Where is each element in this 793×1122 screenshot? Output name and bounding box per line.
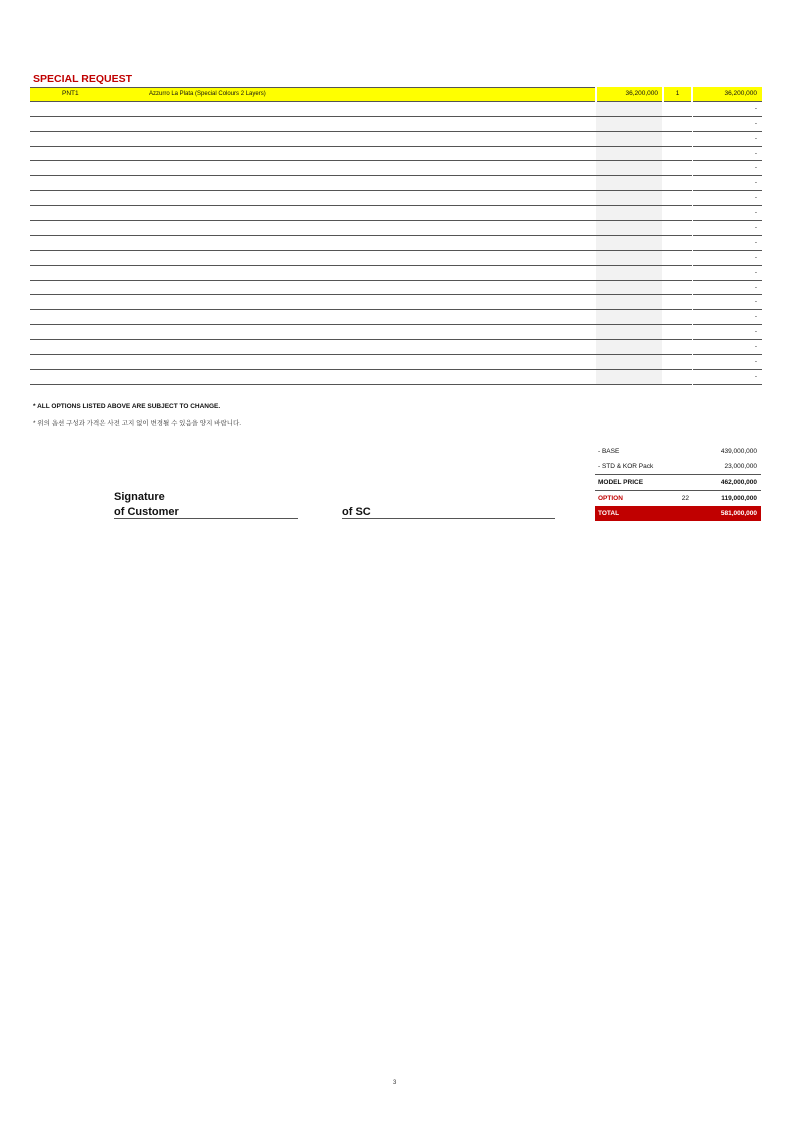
quantity <box>664 102 691 117</box>
table-row <box>30 266 762 281</box>
quantity <box>664 281 691 296</box>
change-notice-korean: * 위의 옵션 구성과 가격은 사전 고지 없이 변경될 수 있음을 양지 바랍니다. <box>33 420 242 427</box>
unit-price <box>596 266 662 281</box>
option-label: OPTION <box>598 495 623 502</box>
table-row <box>30 325 762 340</box>
line-total: - <box>693 355 762 370</box>
unit-price <box>596 221 662 236</box>
option-code: PNT1 <box>62 90 79 97</box>
table-row <box>30 87 762 102</box>
table-row <box>30 176 762 191</box>
unit-price <box>596 236 662 251</box>
line-total: - <box>693 132 762 147</box>
quantity <box>664 191 691 206</box>
unit-price <box>596 251 662 266</box>
section-title: SPECIAL REQUEST <box>33 73 132 85</box>
unit-price <box>596 355 662 370</box>
line-total: - <box>693 147 762 162</box>
customer-signature-line1: Signature <box>114 491 165 503</box>
quantity <box>664 147 691 162</box>
unit-price <box>596 117 662 132</box>
unit-price <box>596 310 662 325</box>
unit-price <box>596 295 662 310</box>
table-row <box>30 310 762 325</box>
base-value: 439,000,000 <box>720 448 757 455</box>
table-row <box>30 102 762 117</box>
line-total: - <box>693 191 762 206</box>
quantity <box>664 176 691 191</box>
price-summary <box>595 444 761 521</box>
table-row <box>30 251 762 266</box>
table-row <box>30 281 762 296</box>
quantity <box>664 251 691 266</box>
line-total: - <box>693 325 762 340</box>
pack-label: - STD & KOR Pack <box>598 463 654 470</box>
unit-price <box>596 370 662 385</box>
table-row <box>30 355 762 370</box>
line-total: - <box>693 340 762 355</box>
summary-total-row <box>595 506 761 521</box>
unit-price <box>596 132 662 147</box>
summary-option-row <box>595 490 761 506</box>
quantity <box>664 117 691 132</box>
unit-price <box>596 176 662 191</box>
quantity <box>664 132 691 147</box>
line-total: - <box>693 281 762 296</box>
quantity <box>664 310 691 325</box>
table-row <box>30 295 762 310</box>
table-row <box>30 147 762 162</box>
cell-separator <box>662 87 664 102</box>
row-underline <box>30 384 692 385</box>
unit-price <box>596 281 662 296</box>
quantity: 1 <box>664 87 691 102</box>
summary-pack-row <box>595 459 761 474</box>
table-row <box>30 161 762 176</box>
quantity <box>664 161 691 176</box>
model-price-label: MODEL PRICE <box>598 479 644 486</box>
customer-signature-label <box>114 490 179 520</box>
table-row <box>30 370 762 385</box>
quantity <box>664 221 691 236</box>
quantity <box>664 325 691 340</box>
quantity <box>664 236 691 251</box>
quantity <box>664 370 691 385</box>
change-notice: * ALL OPTIONS LISTED ABOVE ARE SUBJECT TO CHANGE. <box>33 403 221 410</box>
line-total: - <box>693 161 762 176</box>
line-total: - <box>693 251 762 266</box>
total-label: TOTAL <box>598 510 620 517</box>
line-total: - <box>693 236 762 251</box>
unit-price <box>596 325 662 340</box>
line-total: - <box>693 310 762 325</box>
summary-base-row <box>595 444 761 459</box>
unit-price <box>596 340 662 355</box>
option-description: Azzurro La Plata (Special Colours 2 Layers) <box>149 91 266 97</box>
summary-model-price-row <box>595 474 761 490</box>
line-total: - <box>693 266 762 281</box>
unit-price <box>596 161 662 176</box>
unit-price <box>596 147 662 162</box>
quantity <box>664 340 691 355</box>
quantity <box>664 355 691 370</box>
table-row <box>30 117 762 132</box>
line-total: 36,200,000 <box>693 87 762 102</box>
table-row <box>30 206 762 221</box>
unit-price: 36,200,000 <box>596 87 662 102</box>
line-total: - <box>693 117 762 132</box>
unit-price <box>596 102 662 117</box>
unit-price <box>596 191 662 206</box>
line-total: - <box>693 295 762 310</box>
sc-signature-label: of SC <box>342 506 371 518</box>
line-total: - <box>693 370 762 385</box>
quantity <box>664 266 691 281</box>
cell-separator <box>595 87 597 102</box>
table-row <box>30 191 762 206</box>
customer-signature-line2: of Customer <box>114 506 179 518</box>
quantity <box>664 295 691 310</box>
table-row <box>30 132 762 147</box>
pack-value: 23,000,000 <box>724 463 757 470</box>
model-price-value: 462,000,000 <box>720 479 757 486</box>
line-total: - <box>693 102 762 117</box>
page-number: 3 <box>393 1080 397 1086</box>
quantity <box>664 206 691 221</box>
sc-signature-field[interactable] <box>342 518 555 519</box>
table-row <box>30 340 762 355</box>
line-total: - <box>693 176 762 191</box>
table-row <box>30 236 762 251</box>
option-count: 22 <box>681 495 689 502</box>
cell-separator <box>691 87 693 102</box>
total-value: 581,000,000 <box>720 510 757 517</box>
special-request-table <box>30 87 762 385</box>
table-row <box>30 221 762 236</box>
base-label: - BASE <box>598 448 620 455</box>
line-total: - <box>693 221 762 236</box>
unit-price <box>596 206 662 221</box>
option-value: 119,000,000 <box>721 495 757 502</box>
line-total: - <box>693 206 762 221</box>
customer-signature-field[interactable] <box>114 518 298 519</box>
